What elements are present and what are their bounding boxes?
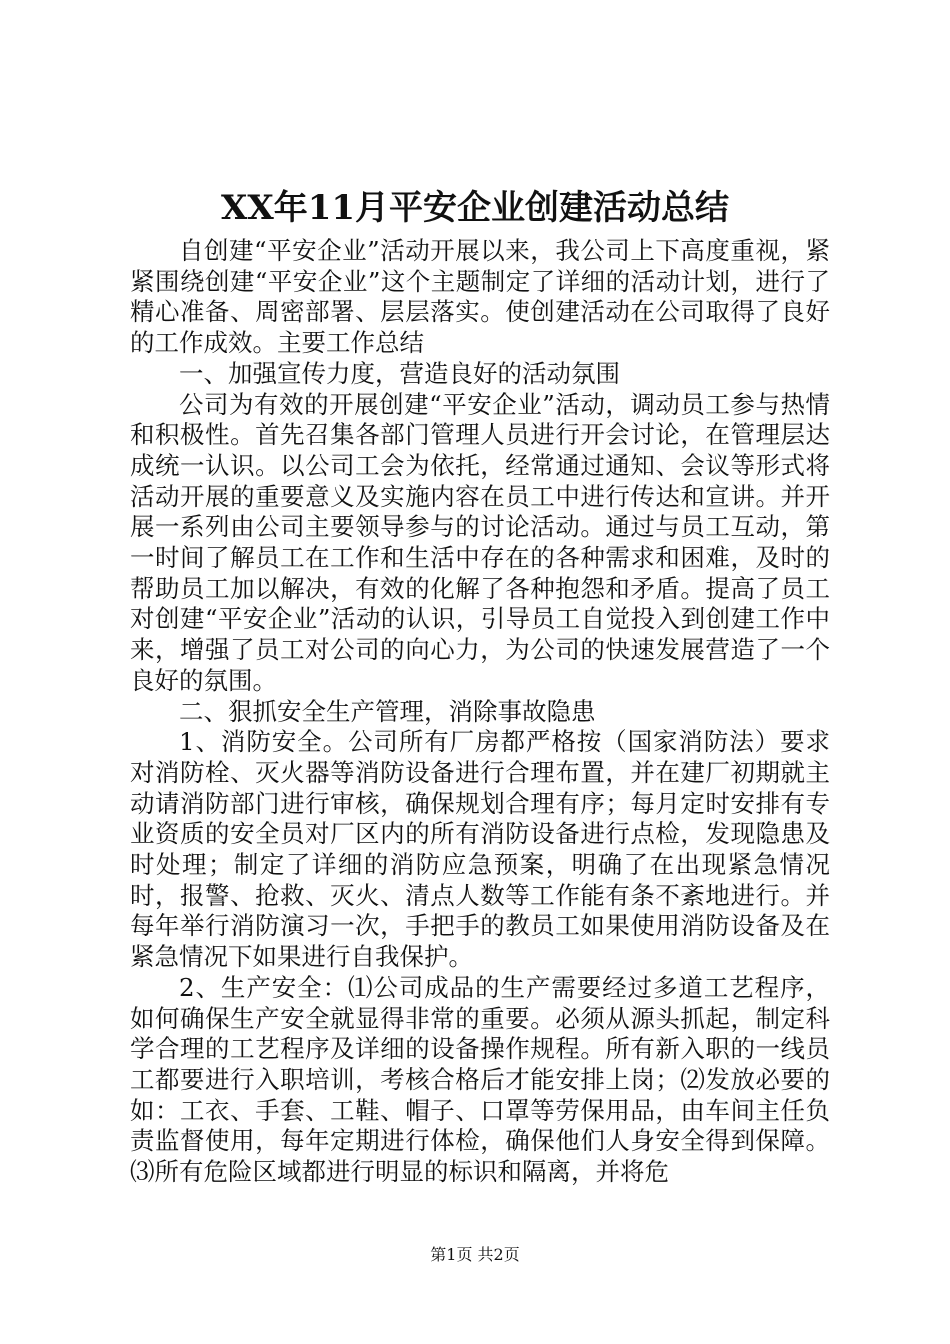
section-heading-1: 一、加强宣传力度，营造良好的活动氛围 xyxy=(179,358,620,388)
section-heading-2: 二、狠抓安全生产管理，消除事故隐患 xyxy=(179,696,596,726)
page-footer: 第1页 共2页 xyxy=(430,1245,520,1264)
section-1-paragraph: 公司为有效的开展创建“平安企业”活动，调动员工参与热情和积极性。首先召集各部门管理人员进行开会讨论，在管理层达成统一认识。以公司工会为依托，经常通过通知、会议等形式将活动开展的重要意义及实施内容在员工中进行传达和宣讲。并开展一系列由公司主要领导参与的讨论活动。通过与员工互动，第一时间了解员工在工作和生活中存在的各种需求和困难，及时的帮助员工加以解决，有效的化解了各种抱怨和矛盾。提高了员工对创建“平安企业”活动的认识，引导员工自觉投入到创建工作中来，增强了员工对公司的向心力，为公司的快速发展营造了一个良好的氛围。 xyxy=(130,389,830,695)
fire-safety-paragraph: 1、消防安全。公司所有厂房都严格按（国家消防法）要求对消防栓、灭火器等消防设备进行合理布置，并在建厂初期就主动请消防部门进行审核，确保规划合理有序；每月定时安排有专业资质的安全员对厂区内的所有消防设备进行点检，发现隐患及时处理；制定了详细的消防应急预案，明确了在出现紧急情况时，报警、抢救、灭火、清点人数等工作能有条不紊地进行。并每年举行消防演习一次，手把手的教员工如果使用消防设备及在紧急情况下如果进行自我保护。 xyxy=(130,727,830,972)
document-body xyxy=(130,236,830,1188)
intro-paragraph: 自创建“平安企业”活动开展以来，我公司上下高度重视，紧紧围绕创建“平安企业”这个主题制定了详细的活动计划，进行了精心准备、周密部署、层层落实。使创建活动在公司取得了良好的工作成效。主要工作总结 xyxy=(130,236,830,358)
document-title: XX年11月平安企业创建活动总结 xyxy=(220,188,730,228)
production-safety-paragraph: 2、生产安全：⑴公司成品的生产需要经过多道工艺程序，如何确保生产安全就显得非常的重要。必须从源头抓起，制定科学合理的工艺程序及详细的设备操作规程。所有新入职的一线员工都要进行入职培训，考核合格后才能安排上岗；⑵发放必要的如：工衣、手套、工鞋、帽子、口罩等劳保用品，由车间主任负责监督使用，每年定期进行体检，确保他们人身安全得到保障。⑶所有危险区域都进行明显的标识和隔离，并将危 xyxy=(130,972,830,1187)
